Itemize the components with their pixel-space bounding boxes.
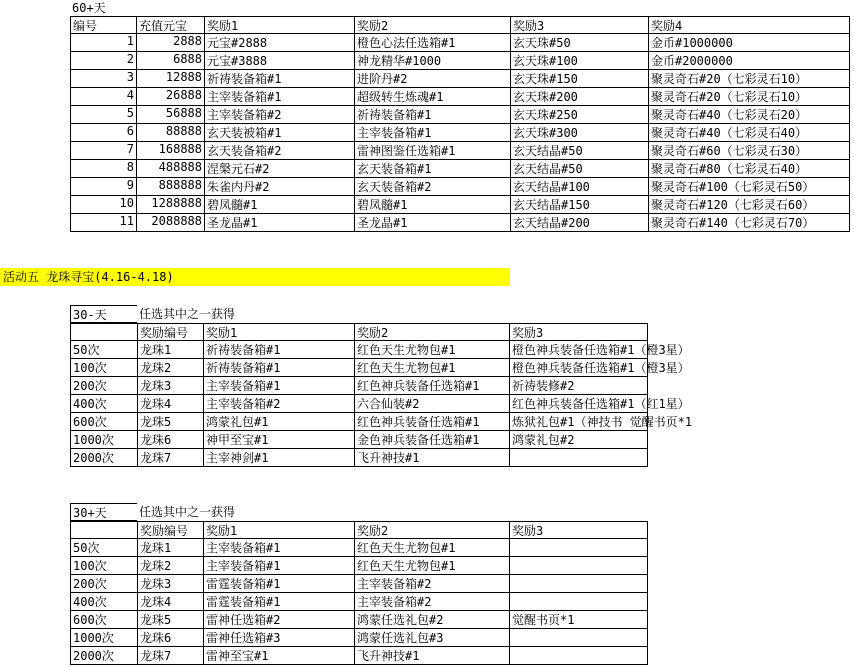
table-cell: 玄天珠#300 xyxy=(510,124,648,142)
table-cell: 龙珠3 xyxy=(137,575,203,593)
table-cell: 玄天装备箱#2 xyxy=(354,178,510,196)
table-cell: 龙珠5 xyxy=(137,413,203,431)
table-cell: 元宝#2888 xyxy=(204,34,354,52)
table-cell: 祈祷装备箱#1 xyxy=(203,341,354,359)
table-cell: 鸿蒙任选礼包#2 xyxy=(354,611,509,629)
table-cell: 56888 xyxy=(136,106,204,124)
table-cell: 600次 xyxy=(70,611,137,629)
table-cell: 龙珠6 xyxy=(137,629,203,647)
table-cell: 玄天珠#100 xyxy=(510,52,648,70)
table-cell: 400次 xyxy=(70,395,137,413)
table-cell: 红色神兵装备任选箱#1 xyxy=(354,413,509,431)
table-cell: 2 xyxy=(70,52,136,70)
table-title: 30-天 xyxy=(70,305,137,323)
table-cell: 飞升神技#1 xyxy=(354,647,509,665)
table-cell: 26888 xyxy=(136,88,204,106)
table-cell xyxy=(509,575,648,593)
table-cell: 金币#1000000 xyxy=(648,34,850,52)
table-cell: 元宝#3888 xyxy=(204,52,354,70)
table-cell: 龙珠2 xyxy=(137,359,203,377)
table-cell: 100次 xyxy=(70,557,137,575)
table-cell: 4 xyxy=(70,88,136,106)
table-cell: 祈祷装备箱#1 xyxy=(354,106,510,124)
table-cell: 主宰装备箱#2 xyxy=(354,575,509,593)
table-header-cell xyxy=(70,521,137,539)
table-cell: 红色天生尤物包#1 xyxy=(354,539,509,557)
table-cell: 1000次 xyxy=(70,431,137,449)
table-cell xyxy=(509,647,648,665)
table-cell: 祈祷装备箱#1 xyxy=(203,359,354,377)
table-cell: 聚灵奇石#60（七彩灵石30） xyxy=(648,142,850,160)
table-cell: 主宰装备箱#2 xyxy=(203,395,354,413)
table-cell: 鸿蒙任选礼包#3 xyxy=(354,629,509,647)
table-cell: 朱雀内丹#2 xyxy=(204,178,354,196)
table-cell: 6888 xyxy=(136,52,204,70)
table-cell: 玄天装备箱#1 xyxy=(354,160,510,178)
table-cell: 聚灵奇石#20（七彩灵石10） xyxy=(648,70,850,88)
table-header-cell: 奖励3 xyxy=(509,323,648,341)
table-cell: 龙珠2 xyxy=(137,557,203,575)
table-cell: 聚灵奇石#140（七彩灵石70） xyxy=(648,214,850,232)
table-cell: 碧凤髓#1 xyxy=(204,196,354,214)
table-cell: 六合仙装#2 xyxy=(354,395,509,413)
table-cell: 100次 xyxy=(70,359,137,377)
table-cell: 9 xyxy=(70,178,136,196)
table-cell: 玄天珠#250 xyxy=(510,106,648,124)
table-cell: 488888 xyxy=(136,160,204,178)
table-cell: 3 xyxy=(70,70,136,88)
table-cell xyxy=(509,593,648,611)
table-cell: 神甲至宝#1 xyxy=(203,431,354,449)
table-cell: 聚灵奇石#40（七彩灵石20） xyxy=(648,106,850,124)
table-cell: 聚灵奇石#120（七彩灵石60） xyxy=(648,196,850,214)
table-cell: 7 xyxy=(70,142,136,160)
table-cell: 碧凤髓#1 xyxy=(354,196,510,214)
table-cell: 龙珠7 xyxy=(137,449,203,467)
table-title: 30+天 xyxy=(70,503,137,521)
table-cell: 圣龙晶#1 xyxy=(354,214,510,232)
table-cell: 飞升神技#1 xyxy=(354,449,509,467)
table-cell: 龙珠4 xyxy=(137,395,203,413)
table-cell: 龙珠6 xyxy=(137,431,203,449)
table-cell: 涅槃元石#2 xyxy=(204,160,354,178)
table-cell: 红色天生尤物包#1 xyxy=(354,557,509,575)
table-cell: 炼狱礼包#1（神技书 觉醒书页*1 xyxy=(509,413,648,431)
table-cell: 觉醒书页*1 xyxy=(509,611,648,629)
table-cell: 玄天结晶#50 xyxy=(510,142,648,160)
table-cell: 600次 xyxy=(70,413,137,431)
table-cell: 超级转生炼魂#1 xyxy=(354,88,510,106)
table-cell: 雷神任选箱#2 xyxy=(203,611,354,629)
table-header-cell: 奖励2 xyxy=(354,323,509,341)
table-cell: 橙色神兵装备任选箱#1（橙3星） xyxy=(509,359,648,377)
table-cell: 12888 xyxy=(136,70,204,88)
table-cell: 雷神图鉴任选箱#1 xyxy=(354,142,510,160)
table-subtitle: 任选其中之一获得 xyxy=(139,505,236,519)
table-cell: 200次 xyxy=(70,575,137,593)
table-cell: 玄天结晶#200 xyxy=(510,214,648,232)
activity-heading: 活动五 龙珠寻宝(4.16-4.18) xyxy=(0,268,510,286)
table-cell: 龙珠1 xyxy=(137,341,203,359)
table-cell: 金币#2000000 xyxy=(648,52,850,70)
table-cell: 主宰装备箱#1 xyxy=(203,539,354,557)
table-cell: 11 xyxy=(70,214,136,232)
table-cell: 龙珠4 xyxy=(137,593,203,611)
table-header-cell: 奖励3 xyxy=(510,16,648,34)
table-cell: 400次 xyxy=(70,593,137,611)
table-cell: 2088888 xyxy=(136,214,204,232)
table-cell: 1000次 xyxy=(70,629,137,647)
table-cell: 8 xyxy=(70,160,136,178)
table-cell: 2000次 xyxy=(70,449,137,467)
table-cell: 6 xyxy=(70,124,136,142)
table-header-cell: 编号 xyxy=(70,16,136,34)
table-cell: 龙珠7 xyxy=(137,647,203,665)
table-cell: 50次 xyxy=(70,539,137,557)
table-cell: 主宰装备箱#2 xyxy=(354,593,509,611)
table-cell: 红色神兵装备任选箱#1 xyxy=(354,377,509,395)
table-cell: 橙色心法任选箱#1 xyxy=(354,34,510,52)
table-cell: 玄天结晶#50 xyxy=(510,160,648,178)
table-cell: 红色天生尤物包#1 xyxy=(354,359,509,377)
table-cell: 雷神任选箱#3 xyxy=(203,629,354,647)
table-cell: 雷霆装备箱#1 xyxy=(203,575,354,593)
table-cell: 888888 xyxy=(136,178,204,196)
table-cell: 祈祷装备箱#1 xyxy=(204,70,354,88)
table-cell: 金色神兵装备任选箱#1 xyxy=(354,431,509,449)
table-header-cell: 奖励4 xyxy=(648,16,850,34)
table-cell: 主宰装备箱#1 xyxy=(354,124,510,142)
table-title: 60+天 xyxy=(72,1,106,15)
table-cell xyxy=(509,629,648,647)
table-cell: 玄天结晶#150 xyxy=(510,196,648,214)
table-cell: 10 xyxy=(70,196,136,214)
table-cell: 红色神兵装备任选箱#1（红1星） xyxy=(509,395,648,413)
table-cell: 主宰装备箱#1 xyxy=(203,557,354,575)
table-cell xyxy=(509,449,648,467)
table-cell: 168888 xyxy=(136,142,204,160)
table-cell: 主宰装备箱#2 xyxy=(204,106,354,124)
table-cell: 鸿蒙礼包#2 xyxy=(509,431,648,449)
table-cell: 龙珠5 xyxy=(137,611,203,629)
table-cell xyxy=(509,539,648,557)
table-header-cell: 奖励编号 xyxy=(137,521,203,539)
table-cell: 龙珠1 xyxy=(137,539,203,557)
table-header-cell: 奖励1 xyxy=(203,323,354,341)
table-cell: 进阶丹#2 xyxy=(354,70,510,88)
table-cell: 主宰装备箱#1 xyxy=(203,377,354,395)
table-subtitle: 任选其中之一获得 xyxy=(139,307,236,321)
table-cell: 玄天珠#200 xyxy=(510,88,648,106)
table-cell: 雷神至宝#1 xyxy=(203,647,354,665)
table-cell: 2888 xyxy=(136,34,204,52)
table-cell: 聚灵奇石#80（七彩灵石40） xyxy=(648,160,850,178)
table-cell: 玄天装被箱#1 xyxy=(204,124,354,142)
table-cell: 50次 xyxy=(70,341,137,359)
table-cell: 1288888 xyxy=(136,196,204,214)
table-header-cell xyxy=(70,323,137,341)
table-cell: 红色天生尤物包#1 xyxy=(354,341,509,359)
table-cell: 祈祷装修#2 xyxy=(509,377,648,395)
table-cell: 88888 xyxy=(136,124,204,142)
table-cell: 5 xyxy=(70,106,136,124)
table-cell: 圣龙晶#1 xyxy=(204,214,354,232)
table-header-cell: 奖励编号 xyxy=(137,323,203,341)
table-cell: 聚灵奇石#20（七彩灵石10） xyxy=(648,88,850,106)
table-header-cell: 奖励2 xyxy=(354,16,510,34)
table-cell: 玄天珠#150 xyxy=(510,70,648,88)
table-cell: 龙珠3 xyxy=(137,377,203,395)
table-cell: 玄天珠#50 xyxy=(510,34,648,52)
table-cell: 主宰装备箱#1 xyxy=(204,88,354,106)
table-cell: 玄天结晶#100 xyxy=(510,178,648,196)
table-cell: 聚灵奇石#100（七彩灵石50） xyxy=(648,178,850,196)
table-cell: 神龙精华#1000 xyxy=(354,52,510,70)
table-cell: 玄天装备箱#2 xyxy=(204,142,354,160)
table-header-cell: 奖励1 xyxy=(204,16,354,34)
table-cell: 鸿蒙礼包#1 xyxy=(203,413,354,431)
table-header-cell: 奖励3 xyxy=(509,521,648,539)
table-cell: 主宰神剑#1 xyxy=(203,449,354,467)
table-header-cell: 奖励2 xyxy=(354,521,509,539)
table-cell: 橙色神兵装备任选箱#1（橙3星） xyxy=(509,341,648,359)
table-header-cell: 充值元宝 xyxy=(136,16,204,34)
table-cell: 200次 xyxy=(70,377,137,395)
table-cell: 聚灵奇石#40（七彩灵石40） xyxy=(648,124,850,142)
table-cell: 2000次 xyxy=(70,647,137,665)
table-header-cell: 奖励1 xyxy=(203,521,354,539)
table-cell: 雷霆装备箱#1 xyxy=(203,593,354,611)
table-cell: 1 xyxy=(70,34,136,52)
table-cell xyxy=(509,557,648,575)
